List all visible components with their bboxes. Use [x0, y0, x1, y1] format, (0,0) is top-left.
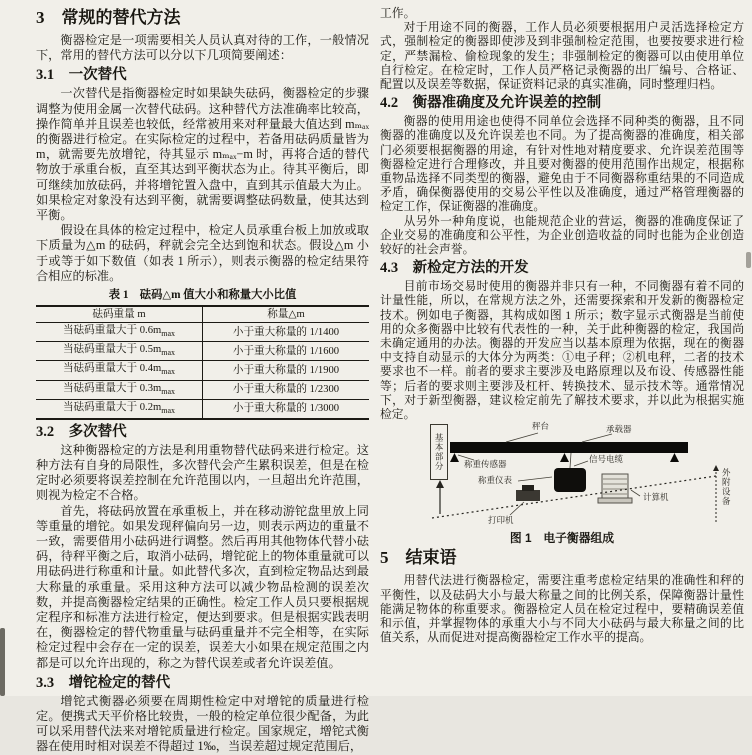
weight-threshold-text: 当砝码重量大于 0.3m [62, 382, 162, 394]
table-row [36, 399, 369, 419]
table-header-row [36, 306, 369, 323]
paragraph-3-1-a: 一次替代是指衡器检定时如果缺失砝码，衡器检定的步骤调整为使用金属一次替代砝码。这种替代方法准确率比较高，操作简单并且误差也较低，经常被用来对秤量最大值达到 mₘₐₓ 的衡器进行检定。在实际检定的过程中，若备用砝码质量皆为 m，就需要先放增铊，待其显示 mₘₐₓ−m 时，再将合适的替代物放于承重台板，直至其达到平衡状态为止。待其平衡后，即可继续加放砝码，并将增铊置入盘中，直到其示值最大为止。如果检定对象没有达到平衡，就需要调整砝码数量，使其达到平衡。 [36, 86, 369, 223]
table-row [36, 380, 369, 399]
paragraph-3-2-a: 这种衡器检定的方法是利用重物替代砝码来进行检定。这种方法有自身的局限性，多次替代会产生累积误差，但是在检定时必须要将误差控制在允许范围以内，一旦超出允许范围，则视为检定不合格。 [36, 442, 369, 503]
table-1 [36, 305, 369, 420]
section-heading-3-2: 3.2 多次替代 [36, 423, 127, 440]
external-devices-label: 外附设备 [721, 468, 732, 507]
paragraph-5-a: 用替代法进行衡器检定，需要注重考虑检定结果的准确性和秤的平衡性，以及砝码大小与最大称量之间的比例关系，保障衡器计量性能满足物体的称重要求。衡器检定人员在检定过程中，要精确误差值和示值，并掌握物体的承重大小与不同大小砝码与最大称量之间的比值关系，从而促进对提高衡器检定工作水平的提高。 [380, 573, 744, 645]
load-cell-label: 称重传感器 [464, 459, 507, 470]
table-cell-weight [36, 323, 203, 342]
section-heading-3-1: 3.1 一次替代 [36, 67, 127, 84]
section-heading-5: 5 结束语 [380, 548, 457, 568]
paragraph-3-1-b: 假设在具体的检定过程中，检定人员承重台板上加放或取下质量为△m 的砝码，秤就会完全达到饱和状态。假设△m 小于或等于如下数值（如表 1 所示），则表示衡器的检定结果符合相应的标准。 [36, 223, 369, 283]
scan-artifact-right [746, 252, 751, 268]
weight-threshold-text: 当砝码重量大于 0.2m [62, 401, 162, 413]
load-cell-icon [450, 453, 459, 462]
computer-label: 计算机 [643, 492, 669, 503]
signal-cable-label: 信号电缆 [589, 454, 624, 465]
weight-subscript: max [161, 367, 176, 377]
section-heading-4-2: 4.2 衡器准确度及允许误差的控制 [380, 95, 602, 112]
table-header-weight: 砝码重量 m [36, 306, 203, 323]
table-cell-weight [36, 399, 203, 419]
load-cell-icon [560, 453, 569, 462]
figure-1-caption: 图 1 电子衡器组成 [509, 531, 615, 546]
paragraph-4-2-b: 从另外一种角度说，也能规范企业的营运，衡器的准确度保证了企业交易的准确度和公平性，为企业创造收益的同时也能为企业创造较好的社会声誉。 [380, 213, 744, 257]
right-column [380, 6, 744, 645]
weight-threshold-text: 当砝码重量大于 0.6m [62, 325, 162, 337]
load-cell-icon [670, 453, 679, 462]
paragraph-3-2-b: 首先，将砝码放置在承重板上，并在移动游铊盘里放上同等重量的增铊。如果发现秤偏向另一边，则表示两边的重量不一致，需要借用小砝码进行调整。然后再用其他物体代替小砝码，待秤平衡之后，取消小砝码，增铊砣上的物体重量就可以用砝码进行称重和计量。如此替代多次，直到检定物品达到最大称量的承重量。采用这种方法可以减少物品检测的误差次数，并提高衡器检定结果的正确性。检定工作人员只要根据规定程序和标准方法进行检定，便达到要求。但是根据实践表明在，衡器检定的替代物重量与砝码重量并不完全相等，在实际检定过程中会存在一定的误差，误差大小如果在规定范围之内都是可以允许出现的，称之为替代误差或者允许误差值。 [36, 503, 369, 670]
table-cell-weight [36, 342, 203, 361]
table-cell-ratio: 小于重大称量的 1/2300 [203, 380, 370, 399]
table-cell-weight [36, 380, 203, 399]
platform-bar [450, 442, 688, 453]
table-cell-ratio: 小于重大称量的 1/1600 [203, 342, 370, 361]
table-cell-ratio: 小于重大称量的 1/1400 [203, 323, 370, 342]
paragraph-continuation: 工作。 [380, 6, 416, 20]
weight-subscript: max [161, 386, 176, 396]
load-receptor-label: 承载器 [606, 424, 632, 435]
table-1-caption: 表 1 砝码△m 值大小和称量大小比值 [108, 289, 297, 302]
section-heading-3-3: 3.3 增铊检定的替代 [36, 674, 171, 691]
platform-label: 秤台 [532, 421, 550, 432]
section-heading-3: 3 常规的替代方法 [36, 8, 181, 27]
table-row [36, 342, 369, 361]
section-heading-4-3: 4.3 新检定方法的开发 [380, 260, 529, 277]
figure-1-diagram [386, 421, 742, 528]
indicator-label: 称重仪表 [478, 475, 513, 486]
paragraph-4-1-b: 对于用途不同的衡器，工作人员必须要根据用户灵活选择检定方式，强制检定的衡器即使涉及到非强制检定范围，也要按要求进行检定，严禁漏检、偷检现象的发生；非强制检定的衡器可以由使用单位自行检定。在检定时，工作人员严格记录衡器的出厂编号、合格证、配置以及误差等数据，保证资料记录的真实准确，同时整理归档。 [380, 20, 744, 92]
weight-subscript: max [161, 405, 176, 415]
weight-threshold-text: 当砝码重量大于 0.5m [62, 344, 162, 356]
table-row [36, 361, 369, 380]
printer-label: 打印机 [488, 515, 514, 526]
printer-top-icon [522, 485, 534, 491]
scan-artifact-left [0, 628, 5, 696]
paragraph-4-3-a: 目前市场交易时使用的衡器并非只有一种，不同衡器有着不同的计量性能，所以，在常规方法之外，还需要探索和开发新的衡器检定技术。例如电子衡器，其构成如图 1 所示；数字显示式衡器是当前使用的众多衡器中比较有代表性的一种，关于此种衡器的检定，我国尚未确定通用的办法。衡器的开发应当以基本原理为依据，现在的衡器中支持自动显示的大体分为两类：①电子秤；②机电秤，二者的技术要求也不一样。前者的要求主要涉及电路原理以及布设、传感器性能等；后者的要求则主要涉及杠杆、转换技术、显示技术等。通常情况下，对于新型衡器，建议检定前先了解技术要求，并以此为根据实施检定。 [380, 279, 744, 422]
table-cell-ratio: 小于重大称量的 1/1900 [203, 361, 370, 380]
weight-subscript: max [161, 329, 176, 339]
indicator-box-icon [554, 468, 586, 492]
figure-1 [380, 421, 744, 546]
basic-part-label: 基本部分 [434, 433, 445, 472]
table-cell-weight [36, 361, 203, 380]
table-header-delta: 称量△m [203, 306, 370, 323]
paragraph-4-2-a: 衡器的使用用途也使得不同单位会选择不同种类的衡器，且不同衡器的准确度以及允许误差也不同。为了提高衡器的准确度，相关部门必须要根据衡器的用途，有针对性地对精度要求、允许误差范围等衡器检定进行合理修改，并且要对衡器的使用范围作出规定，根据称重物品选择不同类型的衡器，避免由于不同衡器称重结果的不同造成矛盾，确保衡器使用的交易公平性以及准确度，通过严格管理衡器的检定工作，保证衡器的准确度。 [380, 114, 744, 214]
table-row [36, 323, 369, 342]
basic-part-box [430, 424, 448, 480]
computer-icon [598, 474, 632, 503]
arrow-up-icon [436, 480, 444, 514]
weight-subscript: max [161, 348, 176, 358]
paragraph-3-3-a: 增铊式衡器必须要在周期性检定中对增铊的质量进行检定。便携式天平价格比较贵，一般的检定单位很少配备，为此可以采用替代法来对增铊质量进行检定。国家规定，增铊式衡器在使用时相对误差不得超过 1‰，当误差超过规定范围后， [36, 693, 369, 754]
table-cell-ratio: 小于重大称量的 1/3000 [203, 399, 370, 419]
paragraph-section3-intro: 衡器检定是一项需要相关人员认真对待的工作，一般情况下，常用的替代方法可以分以下几项简要阐述： [36, 33, 369, 63]
weight-threshold-text: 当砝码重量大于 0.4m [62, 363, 162, 375]
printer-icon [516, 490, 540, 501]
left-column [36, 8, 369, 755]
